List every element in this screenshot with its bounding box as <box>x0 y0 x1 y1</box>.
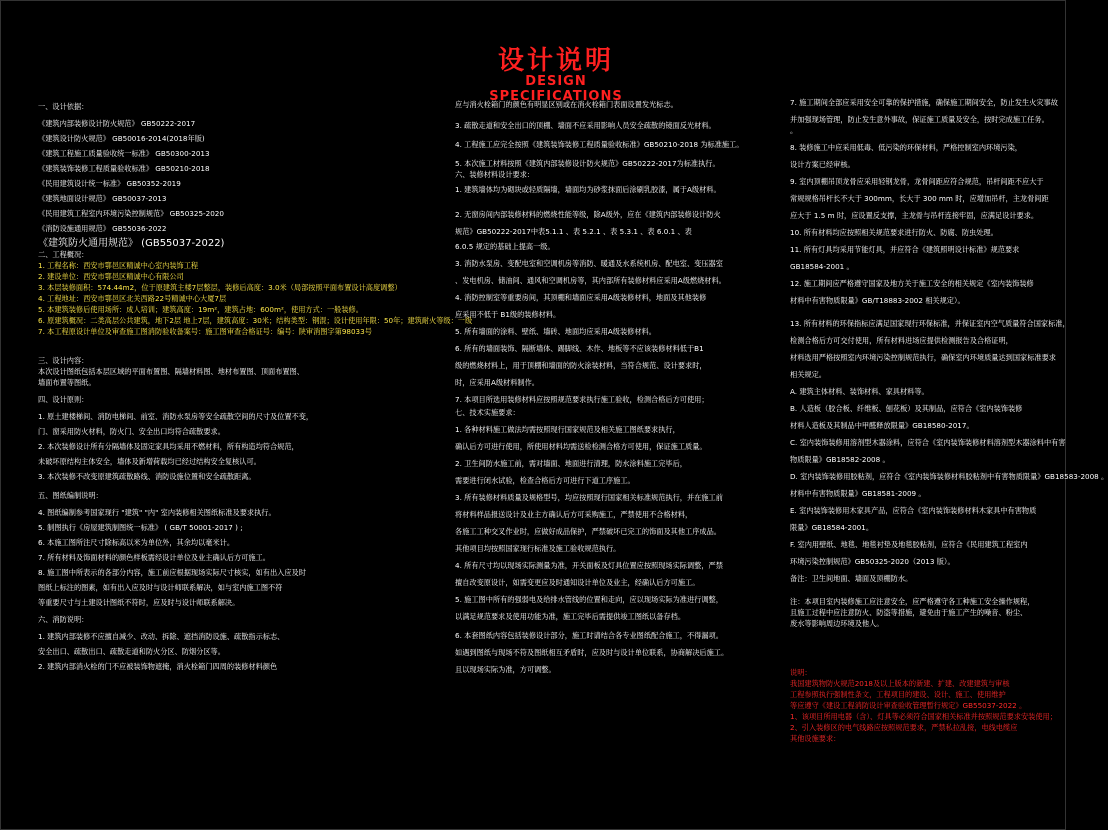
note-line: 且以现场实际为准，方可调整。 <box>455 665 556 674</box>
note-line: 6.0.5 规定的基础上提高一级。 <box>455 242 555 251</box>
note-line: 设计方案已经审核。 <box>790 160 855 169</box>
note-line: 材料中有害物质限量》GB/T18883-2002 相关规定）。 <box>790 296 965 305</box>
note-line: 六、消防说明： <box>38 615 89 624</box>
note-line: 《建筑工程施工质量验收统一标准》 GB50300-2013 <box>38 149 210 158</box>
note-line: 7. 施工期间全部应采用安全可靠的保护措施，确保施工期间安全，防止发生火灾事故 <box>790 98 1058 107</box>
note-line: 1、该项目所用电器（含）、灯具等必须符合国家相关标准并按照规范要求安装使用； <box>790 712 1057 721</box>
note-line: A. 建筑主体材料、装饰材料、家具材料等。 <box>790 387 929 396</box>
note-line: 7. 本项目所选用装修材料应按照规范要求执行施工验收，检测合格后方可使用； <box>455 395 709 404</box>
note-line: 说明： <box>790 668 812 677</box>
note-line: 5. 所有墙面的涂料、壁纸、墙砖、地面均应采用A级装修材料。 <box>455 327 656 336</box>
note-line: 图纸上标注的图素，如有出入应及时与设计师联系解决，如与室内施工图不符 <box>38 583 283 592</box>
note-line: 1. 工程名称：西安市鄠邑区精诚中心室内装饰工程 <box>38 261 199 270</box>
note-line: 级的燃烧材料上，用于顶棚和墙面的防火涂装材料，当符合规范、设计要求时， <box>455 361 707 370</box>
note-line: 二、工程概况： <box>38 250 89 259</box>
note-line: 材料人造板及其制品中甲醛释放限量》GB18580-2017。 <box>790 421 974 430</box>
note-line: 其他项目均按照国家现行标准及施工验收规范执行。 <box>455 544 621 553</box>
note-line: 12. 施工期间应严格遵守国家及地方关于施工安全的相关规定《室内装饰装修 <box>790 279 1034 288</box>
note-line: 6. 本套图纸内容包括装修设计部分，施工时请结合各专业图纸配合施工，不得漏项。 <box>455 631 723 640</box>
note-line: 如遇到图纸与现场不符及图纸相互矛盾时，应及时与设计单位联系，协商解决后施工。 <box>455 648 729 657</box>
note-line: 规范》GB50222-2017中表5.1.1 、表 5.2.1 、表 5.3.1 、表 6.0.1 、表 <box>455 227 692 236</box>
note-line: 1. 各种材料施工做法均需按照现行国家规范及相关施工图纸要求执行， <box>455 425 680 434</box>
note-line: 应大于 1.5 m 时，应设置反支撑，主龙骨与吊杆连接牢固，应满足设计要求。 <box>790 211 1039 220</box>
note-line: GB18584-2001 。 <box>790 262 854 271</box>
note-line: 5. 施工图中所有的强弱电及给排水管线的位置和走向，应以现场实际为准进行调整， <box>455 595 723 604</box>
note-line: 5. 本次施工材料按照《建筑内部装修设计防火规范》GB50222-2017为标准执行。 <box>455 159 720 168</box>
note-line: 以满足规范要求及使用功能为准，施工完毕后需提供竣工图纸以备存档。 <box>455 612 686 621</box>
note-line: 一、设计依据： <box>38 102 89 111</box>
notes-column-middle <box>455 100 785 674</box>
note-line: 七、技术实施要求： <box>455 408 520 417</box>
note-line: 六、装修材料设计要求： <box>455 170 535 179</box>
note-line: 1. 建筑内部装修不应擅自减少、改动、拆除、遮挡消防设施、疏散指示标志、 <box>38 632 285 641</box>
note-line: 5. 制图执行《房屋建筑制图统一标准》 ( GB/T 50001-2017 ) ; <box>38 523 243 532</box>
note-line: 确认后方可进行使用，所使用材料均需送检检测合格方可使用，保证施工质量。 <box>455 442 707 451</box>
note-line: 各施工工种交叉作业时，应做好成品保护，严禁破坏已完工的饰面及其他工序成品。 <box>455 527 721 536</box>
note-line: 2. 卫生间防水施工前，需对墙面、地面进行清理，防水涂料施工完毕后， <box>455 459 687 468</box>
page-title: 设计说明 <box>497 46 614 76</box>
note-line: 应与消火栓箱门的颜色有明显区别或在消火栓箱门表面设置发光标志。 <box>455 100 678 109</box>
note-line: 4. 工程地址：西安市鄠邑区北关西路22号精诚中心大厦7层 <box>38 294 227 303</box>
page-subtitle: DESIGN SPECIFICATIONS <box>489 74 623 104</box>
note-line: 8. 施工图中所表示的各部分内容，施工前应根据现场实际尺寸核实，如有出入应及时 <box>38 568 306 577</box>
note-line: 、发电机房、储油间、通风和空调机房等，其内部所有装修材料应采用A级燃烧材料。 <box>455 276 726 285</box>
note-line: 7. 所有材料及饰面材料的颜色样板需经设计单位及业主确认后方可施工。 <box>38 553 270 562</box>
note-line: 5. 本建筑装修后使用场所：成人培训；建筑高度：19m²，建筑占地：600m²，使用方式：一般装修。 <box>38 305 363 314</box>
note-line: 13. 所有材料的环保指标应满足国家现行环保标准，并保证室内空气质量符合国家标准， <box>790 319 1070 328</box>
note-line: 《建筑内部装修设计防火规范》 GB50222-2017 <box>38 119 196 128</box>
note-line: 四、设计原则： <box>38 395 89 404</box>
note-line: 2、引入装修区的电气线路应按照规范要求，严禁私拉乱接，电线电缆应 <box>790 723 1018 732</box>
notes-column-left <box>38 102 473 671</box>
note-line: 五、图纸编制说明： <box>38 491 103 500</box>
note-line: 9. 室内顶棚吊顶龙骨应采用轻钢龙骨，龙骨间距应符合规范，吊杆间距不应大于 <box>790 177 1044 186</box>
note-line: 常规规格吊杆长不大于 300mm，长大于 300 mm 时，应增加吊杆，主龙骨间距 <box>790 194 1049 203</box>
note-line: 擅自改变原设计，如需变更应及时通知设计单位及业主，经确认后方可施工。 <box>455 578 700 587</box>
note-line: 材料中有害物质限量》GB18581-2009 。 <box>790 489 926 498</box>
note-line: 且施工过程中应注意防火、防盗等措施，避免由于施工产生的噪音、粉尘、 <box>790 608 1028 617</box>
note-line: 4. 图纸编制参考国家现行 "建筑" "内" 室内装修相关图纸标准及要求执行。 <box>38 508 276 517</box>
note-line: D. 室内装饰装修用胶粘剂，应符合《室内装饰装修材料胶粘剂中有害物质限量》GB18583-2008 。 <box>790 472 1108 481</box>
note-line: 相关规定。 <box>790 370 826 379</box>
note-line: 3. 本层装修面积：574.44m2，位于原建筑主楼7层整层，装修后高度：3.0米（局部按照平面布置设计高度调整） <box>38 283 402 292</box>
note-line: 安全出口、疏散出口、疏散走道和防火分区、防烟分区等。 <box>38 647 225 656</box>
note-line: 物质限量》GB18582-2008 。 <box>790 455 890 464</box>
note-line: 《民用建筑设计统一标准》 GB50352-2019 <box>38 179 181 188</box>
note-line: 备注：卫生间地面、墙面及顶棚防水。 <box>790 574 913 583</box>
note-line: 7. 本工程原设计单位及审查施工图消防验收备案号：施工图审查合格证号：编号：陕审消图字第98033号 <box>38 327 372 336</box>
note-line: 其他设施要求： <box>790 734 841 743</box>
note-line: 4. 所有尺寸均以现场实际测量为准，开关面板及灯具位置应按照现场实际调整，严禁 <box>455 561 723 570</box>
note-line: 检测合格后方可交付使用，所有材料进场应提供检测报告及合格证明， <box>790 336 1013 345</box>
note-line: 本次设计图纸包括本层区域的平面布置图、隔墙材料图、地材布置图、顶面布置图、 <box>38 367 304 376</box>
note-line: 2. 建筑内部消火栓的门不应被装饰物遮掩，消火栓箱门四周的装修材料颜色 <box>38 662 278 671</box>
note-line: 6. 本施工图所注尺寸除标高以米为单位外，其余均以毫米计。 <box>38 538 235 547</box>
note-line: F. 室内用壁纸、地毯、地毯衬垫及地毯胶粘剂，应符合《民用建筑工程室内 <box>790 540 1028 549</box>
note-line: 未破坏原结构主体安全，墙体及新增荷载均已经过结构安全复核认可。 <box>38 457 261 466</box>
note-line: E. 室内装饰装修用木家具产品，应符合《室内装饰装修材料木家具中有害物质 <box>790 506 1037 515</box>
note-line: 11. 所有灯具均采用节能灯具，并应符合《建筑照明设计标准》规范要求 <box>790 245 1020 254</box>
note-line: 《民用建筑工程室内环境污染控制规范》 GB50325-2020 <box>38 209 224 218</box>
note-line: 等重要尺寸与土建设计图纸不符时，应及时与设计师联系解决。 <box>38 598 240 607</box>
notes-column-right <box>790 98 1108 743</box>
note-line: 将材料样品报送设计及业主方确认后方可采购施工，严禁使用不合格材料， <box>455 510 693 519</box>
note-line: 《消防设施通用规范》 GB55036-2022 <box>38 224 167 233</box>
note-line: 应采用不低于 B1级的装修材料。 <box>455 310 561 319</box>
note-line: 4. 消防控制室等重要房间，其顶棚和墙面应采用A级装修材料，地面及其他装修 <box>455 293 707 302</box>
note-line: 需要进行闭水试验，检查合格后方可进行下道工序施工。 <box>455 476 635 485</box>
note-line: 1. 原土建楼梯间、消防电梯间、前室、消防水泵房等安全疏散空间的尺寸及位置不变， <box>38 412 314 421</box>
note-line: 等应遵守《建设工程消防设计审查验收管理暂行规定》GB55037-2022 。 <box>790 701 1027 710</box>
note-line: 《建筑地面设计规范》 GB50037-2013 <box>38 194 167 203</box>
note-line: 时，应采用A级材料制作。 <box>455 378 539 387</box>
note-line: 注：本项目室内装修施工应注意安全，应严格遵守各工种施工安全操作规程， <box>790 597 1035 606</box>
note-line: 《建筑设计防火规范》 GB50016-2014(2018年版) <box>38 134 205 143</box>
note-line: 废水等影响周边环境及他人。 <box>790 619 884 628</box>
note-line: 工程参照执行强制性条文，工程项目的建设、设计、施工、使用维护 <box>790 690 1006 699</box>
note-line: 3. 疏散走道和安全出口的顶棚、墙面不应采用影响人员安全疏散的镜面反光材料。 <box>455 121 716 130</box>
note-line: 10. 所有材料均应按照相关规范要求进行防火、防腐、防虫处理。 <box>790 228 998 237</box>
note-line: 3. 消防水泵房、变配电室和空调机房等消防、暖通及水系统机房、配电室、变压器室 <box>455 259 723 268</box>
note-line: 墙面布置等图纸。 <box>38 378 96 387</box>
note-line: 《建筑防火通用规范》 (GB55037-2022) <box>38 238 225 249</box>
note-line: 8. 装修施工中应采用低毒、低污染的环保材料，严格控制室内环境污染， <box>790 143 1022 152</box>
note-line: 《建筑装饰装修工程质量验收标准》 GB50210-2018 <box>38 164 210 173</box>
note-line: 材料选用严格按照室内环境污染控制规范执行，确保室内环境质量达到国家标准要求 <box>790 353 1056 362</box>
note-line: B. 人造板（胶合板、纤维板、刨花板）及其制品，应符合《室内装饰装修 <box>790 404 1023 413</box>
note-line: 6. 所有的墙面装饰、隔断墙体、踢脚线、木作、地板等不应该装修材料低于B1 <box>455 344 704 353</box>
note-line: 2. 建设单位：西安市鄠邑区精诚中心有限公司 <box>38 272 184 281</box>
note-line: 2. 本次装修设计所有分隔墙体及固定家具均采用不燃材料，所有构造均符合规范， <box>38 442 299 451</box>
note-line: 并加强现场管理，防止发生意外事故，保证施工质量及安全，按时完成施工任务。 <box>790 115 1049 124</box>
note-line: 环境污染控制规范》GB50325-2020（2013 版）。 <box>790 557 955 566</box>
note-line: 4. 工程施工应完全按照《建筑装饰装修工程质量验收标准》GB50210-2018 为标准施工。 <box>455 140 744 149</box>
note-line: 我国建筑物防火规范2018及以上版本的新建、扩建、改建建筑与审核 <box>790 679 1010 688</box>
note-line: 门、窗采用防火材料，防火门、安全出口均符合疏散要求。 <box>38 427 225 436</box>
note-line: 1. 建筑墙体均为砌块或轻质隔墙，墙面均为砂浆抹面后涂刷乳胶漆，属于A级材料。 <box>455 185 721 194</box>
note-line: 6. 原建筑概况：二类高层公共建筑，地下2层 地上7层，建筑高度：30米；结构类型：钢混；设计使用年限：50年；建筑耐火等级：一级 <box>38 316 473 325</box>
note-line: 3. 所有装修材料质量及规格型号，均应按照现行国家相关标准规范执行，并在施工前 <box>455 493 723 502</box>
note-line: C. 室内装饰装修用溶剂型木器涂料，应符合《室内装饰装修材料溶剂型木器涂料中有害 <box>790 438 1066 447</box>
note-line: 限量》GB18584-2001。 <box>790 523 874 532</box>
note-line: 三、设计内容： <box>38 356 89 365</box>
note-line: 。 <box>790 126 798 135</box>
note-line: 3. 本次装修不改变原建筑疏散路线、消防设施位置和安全疏散距离。 <box>38 472 256 481</box>
note-line: 2. 无窗房间内部装修材料的燃烧性能等级，除A级外，应在《建筑内部装修设计防火 <box>455 210 721 219</box>
